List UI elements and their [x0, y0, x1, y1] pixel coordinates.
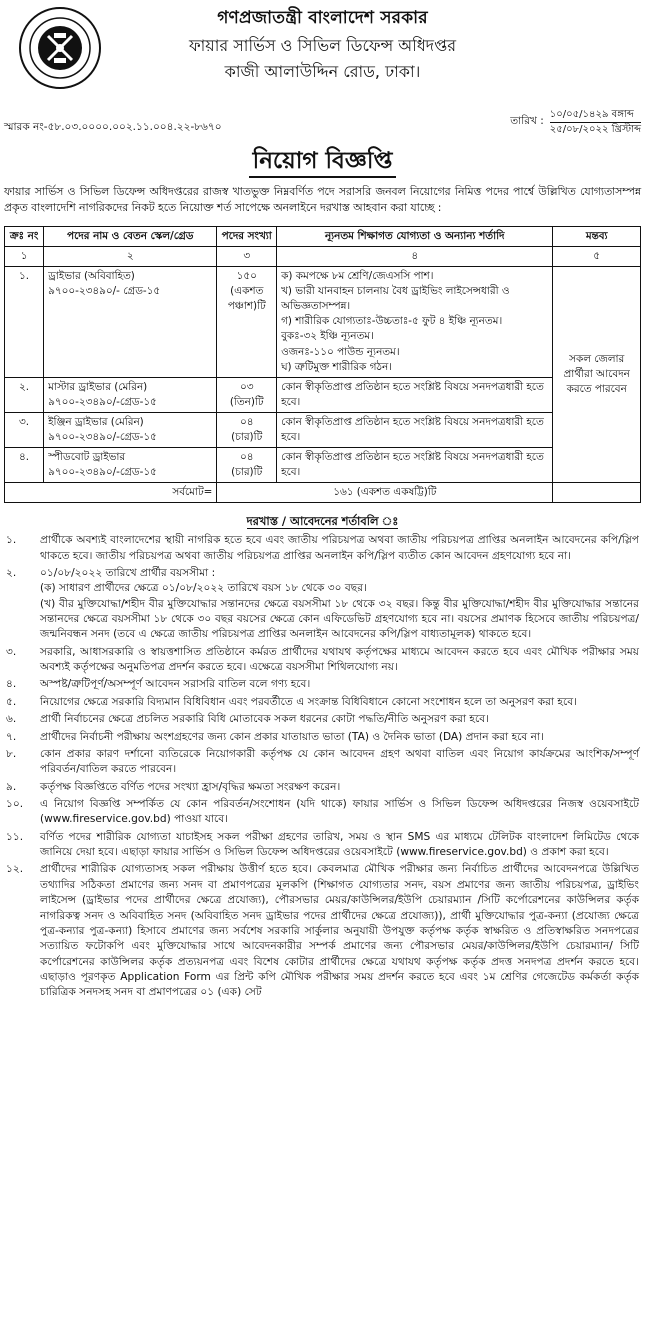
- condition-text: অস্পষ্ট/ত্রুটিপূর্ণ/অসম্পূর্ণ আবেদন সরাসরি বাতিল বলে গণ্য হবে।: [40, 678, 311, 691]
- total-label: সর্বমোট=: [5, 483, 217, 503]
- qualification-line: ওজনঃ-১১০ পাউন্ড ন্যূনতম।: [281, 345, 400, 358]
- qualification-line: খ) ভারী যানবাহন চালনায় বৈধ ড্রাইভিং লাইসেন্সধারী ও অভিজ্ঞতাসম্পন্ন।: [281, 285, 510, 313]
- list-item: [6, 712, 639, 727]
- post-cell: [44, 448, 217, 483]
- post-name: স্পীডবোট ড্রাইভার: [48, 451, 126, 464]
- row-serial: ১.: [5, 267, 44, 378]
- date-block: [510, 108, 641, 136]
- condition-subitem: (খ) বীর মুক্তিযোদ্ধা/শহীদ বীর মুক্তিযোদ্ধার সন্তানদের ক্ষেত্রে বয়সসীমা ১৮ থেকে ৩২ বছর। কিন্তু বীর মুক্তিযোদ্ধা/শহীদ বীর মুক্তিযোদ্ধার সন্তানের সন্তানদের ক্ষেত্রে বয়সসীমা ১৮ থেকে ৩০ বছর বয়সের ক্ষেত্রে কোন এফিডেভিট গ্রহণযোগ্য হবে না। বয়সের প্রমাণক হিসেবে জাতীয় পরিচয়পত্র/জন্মনিবন্ধন সনদ (তবে এ ক্ষেত্রে জাতীয় পরিচয়পত্র প্রাপ্তির অনলাইন আবেদনের কপি/স্লিপ বাধ্যতামূলক) থাকতে হবে।: [40, 597, 639, 641]
- notice-title-wrap: [0, 146, 645, 182]
- list-item: [6, 533, 639, 564]
- table-row: [5, 448, 641, 483]
- table-header-row: [5, 227, 641, 247]
- condition-number: ৭.: [6, 730, 17, 743]
- qualification-cell: কোন স্বীকৃতিপ্রাপ্ত প্রতিষ্ঠান হতে সংশ্লিষ্ট বিষয়ে সনদপত্রধারী হতে হবে।: [277, 412, 553, 447]
- row-serial: ২.: [5, 377, 44, 412]
- list-item: [6, 862, 639, 1000]
- list-item: [6, 747, 639, 778]
- post-count-cell: [217, 377, 277, 412]
- row-serial: ৩.: [5, 412, 44, 447]
- condition-text: প্রার্থীদের নির্বাচনী পরীক্ষায় অংশগ্রহণের জন্য কোন প্রকার যাতায়াত ভাতা (TA) ও দৈনিক ভাতা (DA) প্রদান করা হবে না।: [40, 730, 544, 743]
- post-count-words: (চার)টি: [231, 430, 263, 443]
- condition-number: ৫.: [6, 695, 17, 708]
- department-name: ফায়ার সার্ভিস ও সিভিল ডিফেন্স অধিদপ্তর: [188, 35, 457, 55]
- condition-number: ৮.: [6, 747, 17, 760]
- post-count-words: (চার)টি: [231, 466, 263, 479]
- conditions-title-wrap: [0, 513, 645, 531]
- qualification-cell: কোন স্বীকৃতিপ্রাপ্ত প্রতিষ্ঠান হতে সংশ্লিষ্ট বিষয়ে সনদপত্রধারী হতে হবে।: [277, 448, 553, 483]
- total-empty-cell: [553, 483, 641, 503]
- column-number: ২: [44, 247, 217, 267]
- condition-text: বর্ণিত পদের শারীরিক যোগ্যতা যাচাইসহ সকল পরীক্ষা গ্রহণের তারিখ, সময় ও স্থান SMS এর মাধ্যমে টেলিটক বাংলাদেশ লিমিটেড থেকে জানিয়ে দেয়া হবে। এছাড়া ফায়ার সার্ভিস ও সিভিল ডিফেন্স অধিদপ্তরের ওয়েবসাইটে (www.fireservice.gov.bd) ও প্রকাশ করা হবে।: [40, 830, 639, 859]
- condition-text: নিয়োগের ক্ষেত্রে সরকারি বিদ্যমান বিধিবিধান এবং পরবর্তীতে এ সংক্রান্ত বিধিবিধানে কোনো সংশোধন হলে তা অনুসরণ করা হবে।: [40, 695, 577, 708]
- posts-table: [4, 226, 641, 503]
- condition-text: প্রার্থীদের শারীরিক যোগ্যতাসহ সকল পরীক্ষায় উত্তীর্ণ হতে হবে। কেবলমাত্র মৌখিক পরীক্ষার জন্য নির্বাচিত প্রার্থীদের আবেদনপত্রে উল্লিখিত তথ্যাদির সঠিকতা প্রমাণের জন্য সনদ বা প্রমাণপত্রের মূলকপি (শিক্ষাগত যোগ্যতার সনদ, বয়স প্রমাণের জন্য জাতীয় পরিচয়পত্র, ড্রাইভিং লাইসেন্স (ড্রাইভার পদের প্রার্থীদের ক্ষেত্রে প্রযোজ্য), পৌরসভার মেয়র/কাউন্সিলর/ইউপি চেয়ারম্যান /সিটি কর্পোরেশনের কাউন্সিলর কর্তৃক নাগরিকত্ব সনদ ও অবিবাহিত সনদ (অবিবাহিত সনদ ড্রাইভার পদের প্রার্থীদের ক্ষেত্রে প্রযোজ্য)), প্রার্থী মুক্তিযোদ্ধার পুত্র-কন্যা (প্রযোজ্য ক্ষেত্রে পুত্র-কন্যার পুত্র-কন্যা) হিসাবে প্রমাণের জন্য সর্বশেষ সরকারি সার্কুলার অনুযায়ী উপযুক্ত কর্তৃপক্ষ কর্তৃক স্বাক্ষরিত ও প্রতিস্বাক্ষরিত সনদপত্রের সত্যায়িত ফটোকপি এবং মুক্তিযোদ্ধার সাথে আবেদনকারীর সম্পর্ক প্রমাণের জন্য পৌরসভার মেয়র/কাউন্সিলর/ইউপি চেয়ারম্যান/ সিটি কর্পোরেশনের কাউন্সিলর কর্তৃক প্রত্যয়নপত্র এবং বিশেষ কোটার প্রার্থীদের ক্ষেত্রে যথাযথ কর্তৃপক্ষ কর্তৃক প্রদত্ত সনদপত্র প্রদর্শন করতে হবে। এছাড়াও পূরণকৃত Application Form এর প্রিন্ট কপি মৌখিক পরীক্ষার সময় প্রদর্শন করতে হবে এবং ১ম শ্রেণির গেজেটেড কর্মকর্তা কর্তৃক চারিত্রিক সনদসহ সনদ বা প্রমাণপত্রের ০১ (এক) সেট: [40, 863, 639, 999]
- government-name: গণপ্রজাতন্ত্রী বাংলাদেশ সরকার: [217, 8, 428, 28]
- qualification-line: বুকঃ-৩২ ইঞ্চি ন্যূনতম।: [281, 330, 374, 343]
- condition-text: ০১/০৮/২০২২ তারিখে প্রার্থীর বয়সসীমা :: [40, 566, 216, 579]
- post-count-words: (একশত পঞ্চাশ)টি: [227, 285, 266, 313]
- remark-cell: সকল জেলার প্রার্থীরা আবেদন করতে পারবেন: [553, 267, 641, 483]
- date-bangla: ১০/০৫/১৪২৯ বঙ্গাব্দ: [550, 108, 641, 123]
- post-count: ০৪: [239, 415, 254, 428]
- post-count-cell: [217, 412, 277, 447]
- reference-row: [0, 100, 645, 146]
- condition-number: ১১.: [6, 830, 24, 843]
- condition-number: ১০.: [6, 798, 24, 810]
- condition-body: [40, 566, 639, 643]
- qualification-line: ঘ) ত্রুটিমুক্ত শারীরিক গঠন।: [281, 360, 392, 373]
- condition-number: ১২.: [6, 863, 24, 876]
- pay-scale: ৯৭০০-২৩৪৯০/-গ্রেড-১৫: [48, 395, 157, 408]
- conditions-list: [0, 531, 645, 1000]
- column-number: ৪: [277, 247, 553, 267]
- intro-paragraph: ফায়ার সার্ভিস ও সিভিল ডিফেন্স অধিদপ্তরের রাজস্ব খাতভুক্ত নিম্নবর্ণিত পদে সরাসরি জনবল নিয়োগের নিমিত্ত পদের পার্শ্বে উল্লিখিত যোগ্যতাসম্পন্ন প্রকৃত বাংলাদেশি নাগরিকদের নিকট হতে নিয়োক্ত শর্ত সাপেক্ষে অনলাইনে দরখাস্ত আহবান করা যাচ্ছে :: [4, 185, 641, 214]
- table-row: [5, 267, 641, 378]
- post-name: মাস্টার ড্রাইভার (মেরিন): [48, 380, 148, 393]
- column-number: ১: [5, 247, 44, 267]
- condition-subitem: (ক) সাধারণ প্রার্থীদের ক্ষেত্রে ০১/০৮/২০২২ তারিখে বয়স ১৮ থেকে ৩০ বছর।: [40, 582, 367, 595]
- date-english: ২৫/০৮/২০২২ খ্রিস্টাব্দ: [549, 123, 641, 135]
- list-item: [6, 677, 639, 692]
- post-cell: [44, 267, 217, 378]
- condition-text: প্রার্থী নির্বাচনের ক্ষেত্রে প্রচলিত সরকারি বিধি মোতাবেক সকল ধরনের কোটা পদ্ধতি/নীতি অনুসরণ করা হবে।: [40, 713, 489, 726]
- total-row: [5, 483, 641, 503]
- table-row: [5, 412, 641, 447]
- condition-number: ৪.: [6, 678, 17, 691]
- list-item: [6, 797, 639, 828]
- column-number: ৫: [553, 247, 641, 267]
- condition-text: কোন প্রকার কারণ দর্শানো ব্যতিরেকে নিয়োগকারী কর্তৃপক্ষ যে কোন আবেদন গ্রহণ অথবা বাতিল এবং নিয়োগ কার্যক্রমের আংশিক/সম্পূর্ণ পরিবর্তন/বাতিল করতে পারবেন।: [40, 747, 639, 776]
- qualification-cell: কোন স্বীকৃতিপ্রাপ্ত প্রতিষ্ঠান হতে সংশ্লিষ্ট বিষয়ে সনদপত্রধারী হতে হবে।: [277, 377, 553, 412]
- conditions-title: দরখাস্ত / আবেদনের শর্তাবলি ঃ: [246, 514, 399, 529]
- memo-number: স্মারক নং-৫৮.০৩.০০০০.০০২.১১.০০৪.২২-৮৬৭০: [4, 121, 222, 133]
- post-name: ড্রাইভার (অবিবাহিত): [48, 270, 135, 283]
- list-item: [6, 780, 639, 795]
- column-number: ৩: [217, 247, 277, 267]
- condition-text: কর্তৃপক্ষ বিজ্ঞপ্তিতে বর্ণিত পদের সংখ্যা হ্রাস/বৃদ্ধির ক্ষমতা সংরক্ষণ করেন।: [40, 780, 341, 793]
- post-count-cell: [217, 267, 277, 378]
- condition-number: ১.: [6, 534, 17, 547]
- list-item: [6, 645, 639, 676]
- condition-number: ৯.: [6, 780, 17, 793]
- condition-number: ৬.: [6, 713, 17, 726]
- condition-text: প্রার্থীকে অবশ্যই বাংলাদেশের স্থায়ী নাগরিক হতে হবে এবং জাতীয় পরিচয়পত্র অথবা জাতীয় পরিচয়পত্র প্রাপ্তির অনলাইন আবেদনের কপি/স্লিপ থাকতে হবে। জাতীয় পরিচয়পত্র অথবা জাতীয় পরিচয়পত্র প্রাপ্তির অনলাইন কপি/স্লিপ ব্যতীত কোন আবেদন গ্রহণযোগ্য হবে না।: [40, 534, 639, 562]
- list-item: [6, 695, 639, 710]
- condition-text: সরকারি, আধাসরকারি ও স্বায়ত্তশাসিত প্রতিষ্ঠানে কর্মরত প্রার্থীদের যথাযথ কর্তৃপক্ষের মাধ্যমে আবেদন করতে হবে এবং মৌখিক পরীক্ষার সময় অবশ্যই কর্তৃপক্ষের অনুমতিপত্র প্রদর্শন করতে হবে। এক্ষেত্রে বয়সসীমা শিথিলযোগ্য নয়।: [40, 645, 639, 674]
- header-qualification: ন্যূনতম শিক্ষাগত যোগ্যতা ও অন্যান্য শর্তাদি: [277, 227, 553, 247]
- qualification-line: গ) শারীরিক যোগ্যতাঃ-উচ্চতাঃ-৫ ফুট ৪ ইঞ্চি ন্যূনতম।: [281, 315, 503, 328]
- header-remark: মন্তব্য: [553, 227, 641, 247]
- post-count-words: (তিন)টি: [229, 395, 264, 408]
- table-row: [5, 377, 641, 412]
- date-label: তারিখ :: [510, 115, 544, 128]
- letterhead: [0, 0, 645, 100]
- condition-text: এ নিয়োগ বিজ্ঞপ্তি সম্পর্কিত যে কোন পরিবর্তন/সংশোধন (যদি থাকে) ফায়ার সার্ভিস ও সিভিল ডিফেন্স অধিদপ্তরের নিজস্ব ওয়েবসাইটে (www.fireservice.gov.bd) পাওয়া যাবে।: [40, 798, 639, 826]
- total-value: ১৬১ (একশত একষট্টি)টি: [217, 483, 553, 503]
- header-serial: ক্রঃ নং: [5, 227, 44, 247]
- qualification-cell: [277, 267, 553, 378]
- list-item: [6, 830, 639, 861]
- post-count: ০৩: [239, 380, 254, 393]
- condition-number: ৩.: [6, 645, 17, 658]
- list-item: [6, 730, 639, 745]
- pay-scale: ৯৭০০-২৩৪৯০/-গ্রেড-১৫: [48, 466, 157, 479]
- condition-number: ২.: [6, 566, 17, 579]
- post-count-cell: [217, 448, 277, 483]
- department-address: কাজী আলাউদ্দিন রোড, ঢাকা।: [224, 61, 421, 81]
- post-count: ০৪: [239, 451, 254, 464]
- column-number-row: [5, 247, 641, 267]
- header-post-name: পদের নাম ও বেতন স্কেল/গ্রেড: [44, 227, 217, 247]
- notice-title: নিয়োগ বিজ্ঞপ্তি: [249, 146, 397, 178]
- qualification-line: ক) কমপক্ষে ৮ম শ্রেণি/জেএসসি পাশ।: [281, 270, 434, 283]
- post-cell: [44, 412, 217, 447]
- header-post-count: পদের সংখ্যা: [217, 227, 277, 247]
- post-count: ১৫০: [236, 270, 257, 283]
- post-name: ইঞ্জিন ড্রাইভার (মেরিন): [48, 415, 144, 428]
- pay-scale: ৯৭০০-২৩৪৯০/-গ্রেড-১৫: [48, 430, 157, 443]
- post-cell: [44, 377, 217, 412]
- list-item: [6, 566, 639, 643]
- row-serial: ৪.: [5, 448, 44, 483]
- pay-scale: ৯৭০০-২৩৪৯০/- গ্রেড-১৫: [48, 285, 161, 298]
